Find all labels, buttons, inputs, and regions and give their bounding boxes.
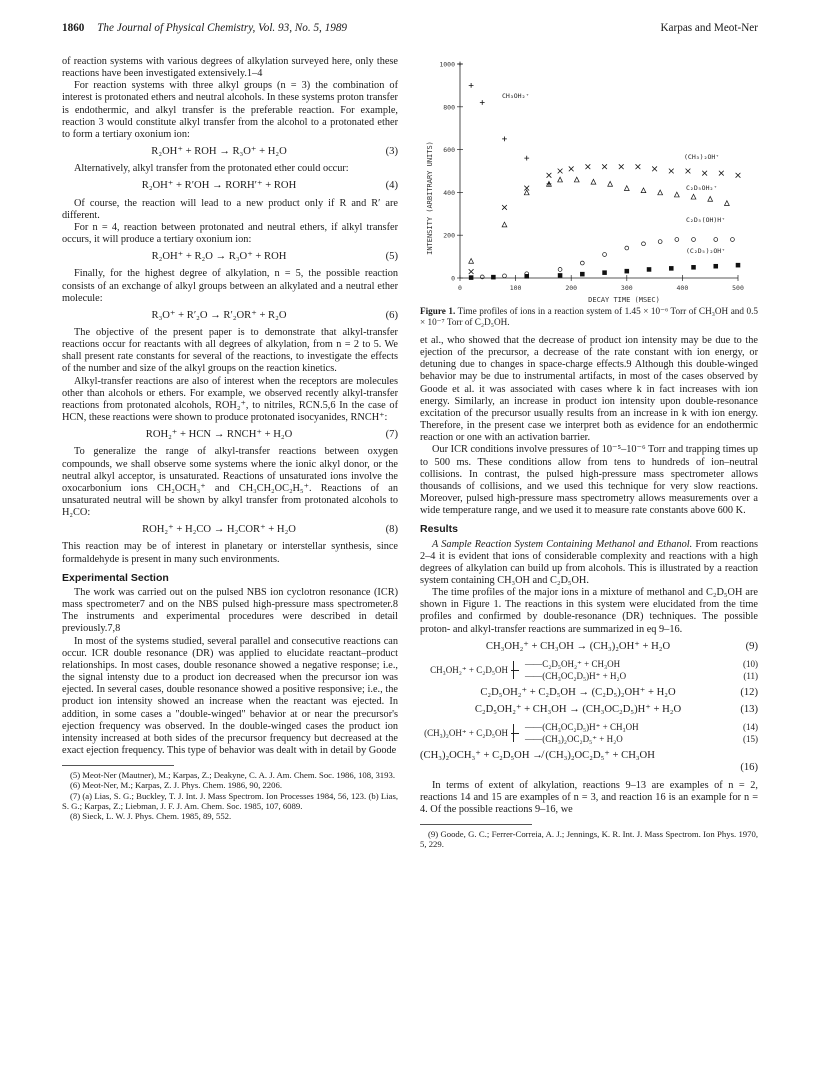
data-point [525,274,529,278]
series-label-c2d5-2oh: (C₂D₅)₂OH⁺ [686,247,726,255]
branch-products [525,721,758,745]
data-point [619,164,624,169]
branch-reactants: CH₃OH₂⁺ + C₂D₅OH [430,664,508,675]
equation-16 [420,750,758,774]
paragraph: In terms of extent of alkylation, reactions 9–13 are examples of n = 2, reactions 14 and 15 are examples of n = 3, and reaction 16 is an example for n = 4. Of the possible reactions 9–16, we [420,779,758,815]
subheading: A Sample Reaction System Containing Methanol and Ethanol. [432,538,693,550]
data-point [608,181,613,186]
branch-row [525,658,758,670]
data-point [503,274,507,278]
data-point [625,269,629,273]
footnote: (8) Sieck, L. W. J. Phys. Chem. 1985, 89, 552. [70,811,232,822]
data-point [691,194,696,199]
paragraph: For reaction systems with three alkyl groups (n = 3) the combination of interest is protonated ethers and neutral alcohols. In these systems proton transfer is endothermic, and alkyl transfer is the preferable reaction. For example, reaction 3 would constitute alkyl transfer from the alcohol to a protonated ether to form a tertiary oxonium ion: [62,80,398,140]
paragraph: Alkyl-transfer reactions are also of interest when the receptors are molecules other than alcohols or ethers. For example, we observed recently alkyl-transfer reactions from protonated alcohols, ROH₂⁺, to nitriles, RCN.5,6 In the case of HCN, these reactions were shown to produce protonated isocyanides, RNCH⁺: [62,375,398,424]
paragraph: Alternatively, alkyl transfer from the protonated ether could occur: [74,163,349,175]
branched-equation-10-11 [420,658,758,682]
data-point [686,169,691,174]
equation-text: C₂D₅OH₂⁺ + CH₃OH → (CH₃OC₂D₅)H⁺ + H₂O [474,704,682,716]
equation-text: (CH₃)₂OCH₃⁺ + C₂D₅OH ↛ (CH₃)₂OC₂D₅⁺ + CH₃OH [420,750,655,762]
equation-5 [62,251,398,263]
x-tick-label: 100 [509,284,522,292]
branch-row [525,721,758,733]
equation-number: (12) [740,686,758,698]
equation-number: (7) [385,429,398,441]
paragraph: et al., who showed that the decrease of product ion intensity may be due to the ejection of the precursor, a decrease of the rate constant with ion energy, or detuning due to changes in space-charge effects.9 Although this double-winged behavior may be due to instrumental artifacts, in most of the cases observed by Goode et al. it was associated with cases where k in fact increases with ion energy. Similarly, an increase in product ion intensity upon double-resonance excitation of the precursor usually results from an increase in k with ion energy. Therefore, in the present case we interpret both as evidence for an endothermic reaction or one with an activation barrier. [420,335,758,444]
x-tick-label: 200 [565,284,578,292]
paragraph: Of course, the reaction will lead to a new product only if R and R′ are different. [62,197,398,221]
equation-number: (3) [385,146,398,158]
equation-4 [62,180,398,192]
right-column [420,56,758,850]
data-point [647,268,651,272]
paragraph: Finally, for the highest degree of alkylation, n = 5, the possible reaction consists of an exchange of alkyl groups between an alkylated and a neutral ether molecule: [62,268,398,304]
data-point [658,240,662,244]
equation-number: (9) [745,640,758,652]
equation-number: (11) [743,670,758,681]
data-point [591,179,596,184]
branch-row [525,733,758,745]
x-tick-label: 300 [620,284,633,292]
data-point [675,238,679,242]
equation-text: R₂OH⁺ + ROH → R₃O⁺ + H₂O [151,146,287,158]
footnotes [62,770,398,821]
y-tick-label: 800 [443,103,455,112]
branched-equation-14-15 [420,721,758,745]
caption-text: Time profiles of ions in a reaction system of 1.45 × 10⁻⁶ Torr of CH₃OH and 0.5 × 10⁻⁷ Torr of C₂D₅OH. [420,306,758,327]
equation-text: ROH₂⁺ + H₂CO → H₂COR⁺ + H₂O [142,524,296,536]
paragraph: Our ICR conditions involve pressures of 10⁻⁵–10⁻⁶ Torr and trapping times up to 500 ms. These conditions allow from tens to hundreds of ion–neutral collisions. In contrast, the pulsed high-pressure mass spectrometer allows thousands of collisions, and we used this technique for very slow reactions. Moreover, pulsed high-pressure mass spectrometry allows measurements over a wide temperature range, and we used it to measure rate constants above 600 K. [420,444,758,517]
data-point [469,269,474,274]
equation-13 [420,704,758,716]
data-point [524,156,529,161]
equation-number: (15) [743,734,758,745]
data-point [580,272,584,276]
data-point [652,166,657,171]
data-point [714,264,718,268]
x-tick-label: 500 [732,284,744,292]
data-point [708,196,713,201]
equation-9 [420,641,758,653]
data-point [669,266,673,270]
equation-text: R₂OH⁺ + R₂O → R₃O⁺ + ROH [151,251,287,263]
series-label-c2d5oh2: C₂D₅OH₂⁺ [686,184,718,192]
equation-6 [62,310,398,322]
figure-1 [420,56,758,306]
paragraph: In most of the systems studied, several parallel and consecutive reactions can occur. ICR double resonance (DR) was applied to elucidate reactant–product relationships. In most cases, double resonance showed a negative response; i.e., the signal intensty due to a product ion decreased when the precursor ion was ejected. In several cases, double resonance showed a positive responsive; i.e., the product ion intensity showed an increase when the reactant was ejected. In addition, in some cases a "double-winged" behavior at or near the precursor's ejection frequency was observed. In the double-winged cases the product ion intensity increased at both sides of the precursor frequency but decreased at the exact ejection frequency. This type of behavior was dealt with in detail by Goode [62,635,398,756]
footnote: (9) Goode, G. C.; Ferrer-Correia, A. J.; Jennings, K. R. Int. J. Mass Spectrom. Ion Phys. 1970, 5, 229. [420,829,758,850]
equation-number: (4) [385,180,398,192]
equation-number: (16) [740,762,758,774]
equation-number: (5) [385,251,398,263]
data-point [692,265,696,269]
time-profile-chart [420,56,758,306]
data-point [458,62,463,67]
data-point [603,253,607,257]
caption-label: Figure 1. [420,306,456,316]
equation-number: (8) [385,524,398,536]
equation-text: —— (CH₃OC₂D₅)H⁺ + CH₃OH [525,721,639,733]
paragraph: This reaction may be of interest in planetary or interstellar synthesis, since formaldehyde is present in many such environments. [62,541,398,565]
paragraph: The time profiles of the major ions in a mixture of methanol and C₂D₅OH are shown in Figure 1. The reactions in this system were elucidated from the time profiles and confirmed by double-resonance (DR) techniques. The possible proton- and alkyl-transfer reactions are summarized in eq 9–16. [420,587,758,635]
data-point [569,166,574,171]
y-tick-label: 200 [443,231,455,240]
data-point [469,83,474,88]
paragraph: To generalize the range of alkyl-transfer reactions between oxygen compounds, we shall observe some systems where the ionic alkyl donor, or the neutral alkyl acceptor, is unsaturated. Reactions of unsaturated ions involve the oxocarbonium ions CH₂OCH₃⁺ and CH₃CH₂OC₂H₅⁺. Reactions of an unsaturated neutral will be shown by alkyl transfer from protonated alcohols to H₂CO: [62,446,398,519]
series-label-ch3-2oh: (CH₃)₂OH⁺ [684,153,720,161]
equation-number: (14) [743,722,758,733]
data-point [624,186,629,191]
branch-row [525,670,758,682]
equation-text: R₃O⁺ + R′₂O → R′₂OR⁺ + R₂O [151,309,287,321]
equation-3 [62,146,398,158]
y-tick-label: 0 [451,274,455,283]
series-label-ch3oh2: CH₃OH₂⁺ [502,92,530,100]
equation-number: (6) [385,309,398,321]
footnote: (6) Meot-Ner, M.; Karpas, Z. J. Phys. Chem. 1986, 90, 2206. [70,780,282,791]
equation-text: C₂D₅OH₂⁺ + C₂D₅OH → (C₂D₅)₂OH⁺ + H₂O [480,686,676,698]
data-point [469,258,474,263]
y-tick-label: 600 [443,146,455,155]
branch-bracket [511,721,525,745]
footnote: (5) Meot-Ner (Mautner), M.; Karpas, Z.; Deakyne, C. A. J. Am. Chem. Soc. 1986, 108, 3193. [70,770,396,781]
page-number: 1860 [62,22,85,34]
data-point [524,190,529,195]
data-point [603,271,607,275]
paragraph: For n = 4, reaction between protonated and neutral ethers, if alkyl transfer occurs, it will produce a tertiary oxonium ion: [62,221,398,246]
equation-7 [62,429,398,441]
branch-reactants: (CH₃)₂OH⁺ + C₂D₅OH [424,728,508,739]
data-point [558,177,563,182]
x-tick-label: 0 [458,284,462,292]
data-point [736,173,741,178]
figure-caption [420,306,758,328]
y-tick-label: 1000 [439,60,455,69]
equation-number: (10) [743,658,758,669]
y-axis-label: INTENSITY (ARBITRARY UNITS) [426,141,434,255]
data-point [736,263,740,267]
data-point [674,192,679,197]
equation-text: CH₃OH₂⁺ + CH₃OH → (CH₃)₂OH⁺ + H₂O [485,640,671,652]
footnote-rule [62,765,174,766]
running-header [62,22,758,38]
data-point [714,238,718,242]
data-point [641,188,646,193]
data-point [558,274,562,278]
equation-8 [62,524,398,536]
equation-text: —— (CH₃OC₂D₅)H⁺ + H₂O [525,670,626,682]
data-point [731,238,735,242]
footnotes [420,829,758,850]
data-point [636,164,641,169]
data-point [574,177,579,182]
y-tick-label: 400 [443,188,455,197]
branch-bracket [511,658,525,682]
paragraph [420,539,758,588]
journal-title: The Journal of Physical Chemistry, Vol. 93, No. 5, 1989 [97,22,348,34]
data-point [625,246,629,250]
equation-text: —— (CH₃)₂OC₂D₅⁺ + H₂O [525,733,623,745]
data-point [642,242,646,246]
data-point [602,164,607,169]
equation-text: R₂OH⁺ + R′OH → RORH′⁺ + ROH [141,180,297,192]
data-point [502,205,507,210]
equation-12 [420,687,758,699]
equation-text: ROH₂⁺ + HCN → RNCH⁺ + H₂O [145,429,293,441]
data-point [558,268,562,272]
paragraph: The work was carried out on the pulsed NBS ion cyclotron resonance (ICR) mass spectrometer7 and on the NBS pulsed high-pressure mass spectrometer.8 The instruments and experimental procedures were described in detail previously.7,8 [62,586,398,635]
data-point [658,190,663,195]
footnote-rule [420,824,532,825]
data-point [502,137,507,142]
branch-products [525,658,758,682]
x-axis-label: DECAY TIME (MSEC) [588,296,660,304]
left-column [62,56,398,822]
data-point [585,164,590,169]
equation-text: —— C₂D₅OH₂⁺ + CH₃OH [525,658,620,670]
x-tick-label: 400 [676,284,689,292]
paragraph: of reaction systems with various degrees of alkylation surveyed here, only these reactions have been investigated extensively.1–4 [62,56,398,80]
data-point [719,171,724,176]
running-authors: Karpas and Meot-Ner [660,22,758,34]
section-heading: Experimental Section [62,571,169,584]
equation-number: (13) [740,704,758,716]
section-heading: Results [420,523,458,536]
paragraph-text: From reactions 2–4 it is evident that ions of considerable complexity and reactions with a high degrees of alkylation can build up from alcohols. This is illustrated by a reaction system containing CH₃OH and C₂D₅OH. [420,538,759,586]
data-point [480,100,485,105]
data-point [580,261,584,265]
data-point [502,222,507,227]
data-point [547,173,552,178]
data-point [469,276,473,280]
data-point [692,238,696,242]
data-point [669,169,674,174]
series-label-c2d5ohh: C₂D₅(OH)H⁺ [686,216,726,224]
paragraph: The objective of the present paper is to demonstrate that alkyl-transfer reactions occur for reactants with all degrees of alkylation, from n = 2 to 5. We shall present rate constants for several of the reactions, to investigate the effects of the number and size of the alkyl groups on the reaction kinetics. [62,326,398,375]
data-point [491,275,495,279]
data-point [724,201,729,206]
data-point [702,171,707,176]
footnote: (7) (a) Lias, S. G.; Buckley, T. J. Int. J. Mass Spectrom. Ion Processes 1984, 56, 123. (b) Lias, S. G.; Karpas, Z.; Liebman, J. F. J. Am. Chem. Soc. 1985, 107, 6089. [62,790,398,812]
data-point [558,169,563,174]
